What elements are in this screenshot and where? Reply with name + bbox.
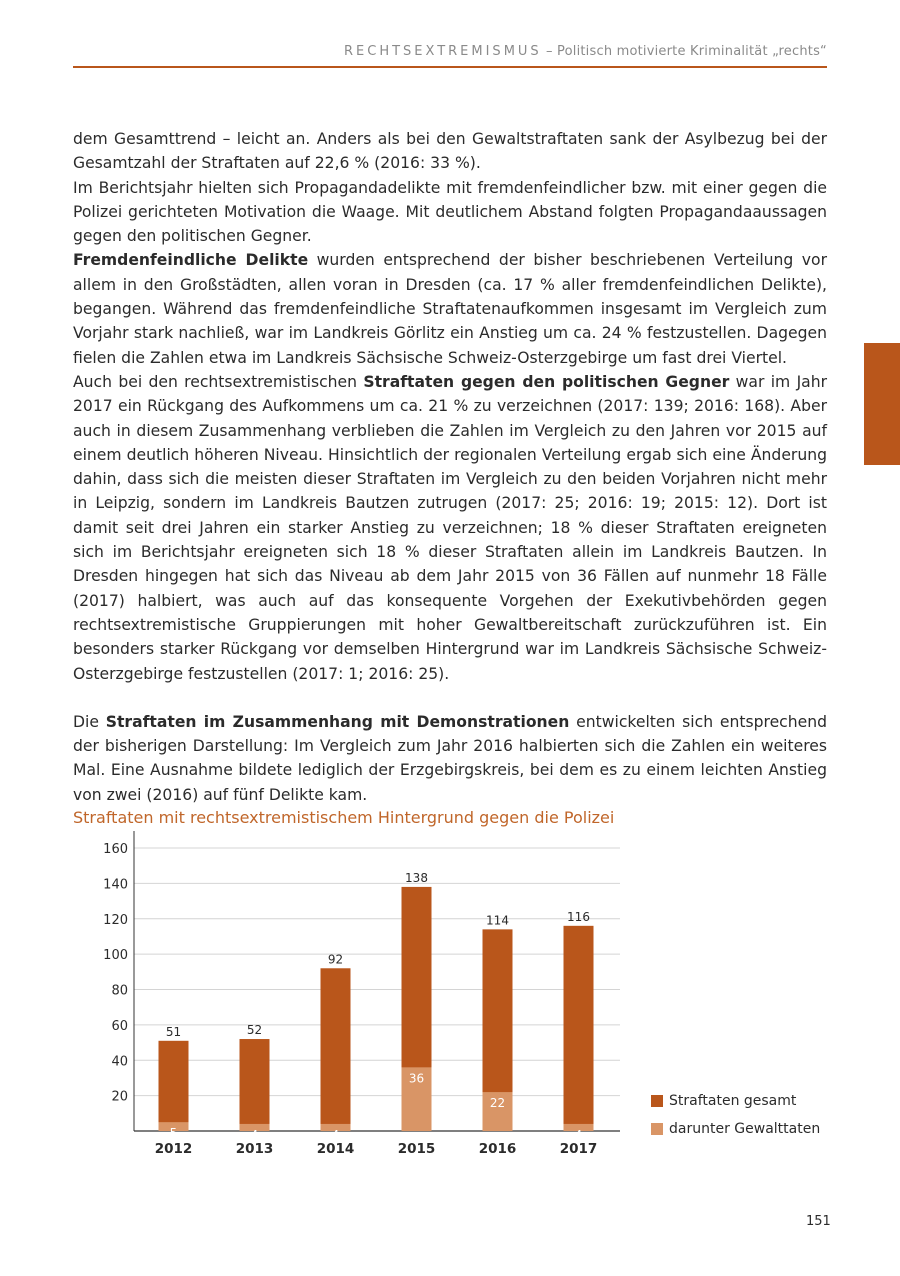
data-label-violent-2014: 4	[331, 1127, 340, 1142]
data-label-total-2017: 116	[567, 909, 590, 924]
y-tick-label: 120	[103, 912, 128, 928]
x-tick-label-2014: 2014	[316, 1141, 355, 1157]
paragraph-5: Die Straftaten im Zusammenhang mit Demonstrationen entwickelten sich entsprechend der bisherigen Darstellung: Im Vergleich zum Jahr 2016 halbierten sich die Zahlen ein weiteres Mal. Eine Ausnahme bildete lediglich der Erzgebirgskreis, bei dem es zu einem leichten Anstieg von zwei (2016) auf fünf Delikte kam.	[73, 712, 827, 804]
y-tick-label: 20	[111, 1089, 128, 1105]
data-label-violent-2012: 5	[169, 1126, 178, 1141]
paragraph-3: Fremdenfeindliche Delikte wurden entsprechend der bisher beschriebenen Verteilung vor allem in den Großstädten, allen voran in Dresden (ca. 17 % aller fremdenfeindlichen Delikte), begangen. Während das fremdenfeindliche Straftatenaufkommen insgesamt im Vergleich zum Vorjahr stark nachließ, war im Landkreis Görlitz ein Anstieg um ca. 24 % festzustellen. Dagegen fielen die Zahlen etwa im Landkreis Sächsische Schweiz-Osterzgebirge um fast drei Viertel.	[73, 251, 827, 367]
bar-total-2013	[240, 1039, 270, 1131]
chart-legend	[651, 1087, 820, 1143]
bar-total-2012	[159, 1041, 189, 1131]
chart-title: Straftaten mit rechtsextremistischem Hintergrund gegen die Polizei	[73, 808, 615, 827]
data-label-total-2013: 52	[246, 1023, 263, 1038]
x-tick-label-2017: 2017	[559, 1141, 598, 1157]
legend-label-violent: darunter Gewalttaten	[669, 1121, 821, 1137]
paragraph-4-heading: Straftaten gegen den politischen Gegner	[363, 372, 730, 391]
paragraph-1: dem Gesamttrend – leicht an. Anders als bei den Gewaltstraftaten sank der Asylbezug bei der Gesamtzahl der Straftaten auf 22,6 % (2016: 33 %).	[73, 130, 827, 173]
page-number: 151	[806, 1214, 831, 1229]
header-subtitle: – Politisch motivierte Kriminalität „rechts“	[541, 44, 827, 59]
y-tick-label: 60	[111, 1018, 128, 1034]
x-tick-label-2012: 2012	[154, 1141, 193, 1157]
y-tick-label: 100	[103, 948, 128, 964]
paragraph-4: Auch bei den rechtsextremistischen Straftaten gegen den politischen Gegner war im Jahr 2017 ein Rückgang des Aufkommens um ca. 21 % zu verzeichnen (2017: 139; 2016: 168). Aber auch in diesem Zusammenhang verblieben die Zahlen im Vergleich zu den Jahren vor 2015 auf einem deutlich höheren Niveau. Hinsichtlich der regionalen Verteilung ergab sich eine Änderung dahin, dass sich die meisten dieser Straftaten im Vergleich zu den beiden Vorjahren nicht mehr in Leipzig, sondern im Landkreis Bautzen zutrugen (2017: 25; 2016: 19; 2015: 12). Dort ist damit seit drei Jahren ein starker Anstieg zu verzeichnen; 18 % dieser Straftaten ereigneten sich im Berichtsjahr ereigneten sich 18 % dieser Straftaten allein im Landkreis Bautzen. In Dresden hingegen hat sich das Niveau ab dem Jahr 2015 von 36 Fällen auf nunmehr 18 Fälle (2017) halbiert, was auch auf das konsequente Vorgehen der Exekutivbehörden gegen rechtsextremistische Gruppierungen mit hoher Gewaltbereitschaft zurückzuführen ist. Ein besonders starker Rückgang vor demselben Hintergrund war im Landkreis Sächsische Schweiz-Osterzgebirge festzustellen (2017: 1; 2016: 25).	[73, 372, 828, 683]
legend-item-total	[651, 1087, 820, 1115]
header-section: RECHTSEXTREMISMUS	[344, 44, 542, 59]
paragraph-2: Im Berichtsjahr hielten sich Propagandadelikte mit fremdenfeindlicher bzw. mit einer gegen die Polizei gerichteten Motivation die Waage. Mit deutlichem Abstand folgten Propagandaaussagen gegen den politischen Gegner.	[73, 178, 827, 246]
legend-swatch-total	[651, 1095, 663, 1107]
data-label-total-2012: 51	[165, 1024, 182, 1039]
legend-label-total: Straftaten gesamt	[669, 1093, 797, 1109]
y-tick-label: 140	[103, 877, 128, 893]
x-tick-label-2013: 2013	[235, 1141, 274, 1157]
data-label-total-2015: 138	[405, 870, 428, 885]
data-label-total-2016: 114	[486, 913, 509, 928]
x-tick-label-2016: 2016	[478, 1141, 517, 1157]
data-label-violent-2013: 4	[250, 1127, 259, 1142]
legend-swatch-violent	[651, 1123, 663, 1135]
bar-total-2017	[564, 926, 594, 1131]
y-tick-label: 80	[111, 983, 128, 999]
paragraph-3-heading: Fremdenfeindliche Delikte	[73, 251, 309, 270]
data-label-violent-2015: 36	[408, 1071, 425, 1086]
data-label-violent-2017: 4	[574, 1127, 583, 1142]
y-tick-label: 160	[103, 842, 128, 857]
bar-total-2014	[321, 968, 351, 1131]
paragraph-5-heading: Straftaten im Zusammenhang mit Demonstrationen	[105, 712, 570, 731]
y-tick-label: 40	[111, 1054, 128, 1070]
legend-item-violent	[651, 1115, 820, 1143]
data-label-violent-2016: 22	[489, 1096, 506, 1111]
x-tick-label-2015: 2015	[397, 1141, 436, 1157]
data-label-total-2014: 92	[327, 952, 344, 967]
